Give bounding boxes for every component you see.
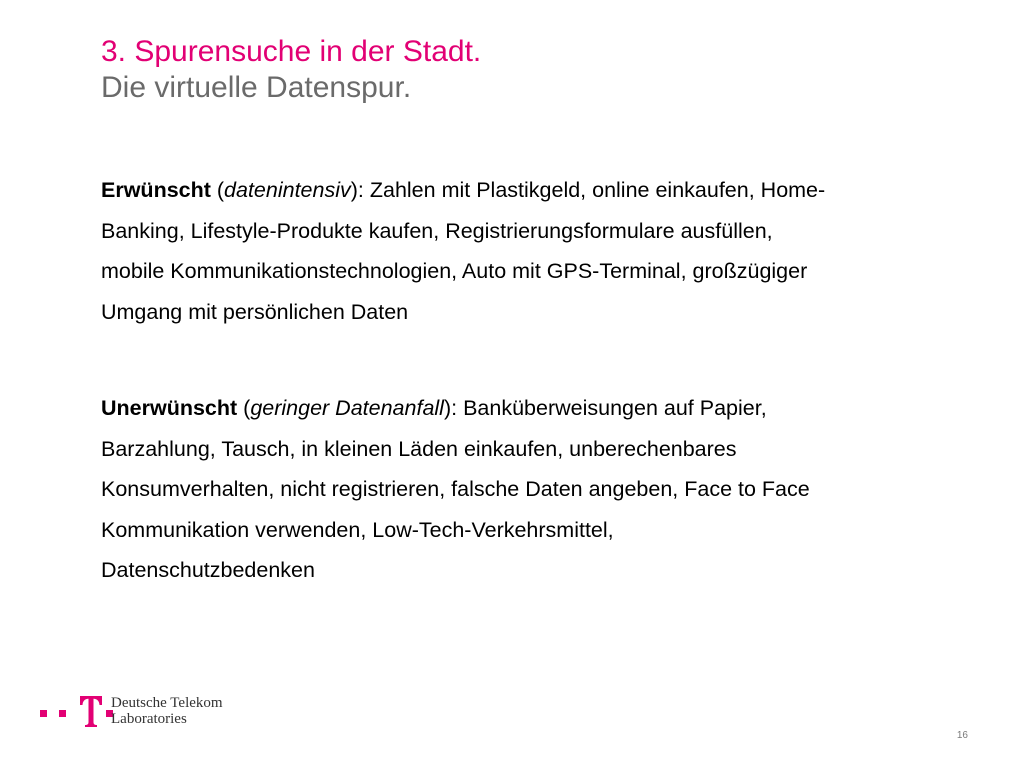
wanted-text-start: ): Zahlen mit Plastikgeld, online einkaufen, Home- — [350, 178, 826, 202]
label-wanted: Erwünscht — [101, 178, 211, 202]
paragraph-unwanted-line-4: Kommunikation verwenden, Low-Tech-Verkehrsmittel, — [101, 517, 614, 542]
paragraph-wanted-line-3: mobile Kommunikationstechnologien, Auto mit GPS-Terminal, großzügiger — [101, 259, 808, 283]
open-paren: ( — [210, 178, 225, 202]
paragraph-unwanted-line-5: Datenschutzbedenken — [101, 558, 315, 582]
logo-text — [111, 695, 223, 727]
page-number: 16 — [956, 730, 968, 741]
telekom-logo — [40, 694, 260, 734]
paragraph-wanted — [101, 170, 971, 332]
paragraph-unwanted-line-2: Barzahlung, Tausch, in kleinen Läden einkaufen, unberechenbares — [101, 436, 737, 461]
qualifier-wanted: datenintensiv — [224, 178, 351, 202]
slide-title — [101, 34, 961, 106]
unwanted-text-start: ): Banküberweisungen auf Papier, — [443, 396, 767, 420]
label-unwanted: Unerwünscht — [101, 396, 238, 420]
open-paren: ( — [237, 396, 251, 420]
paragraph-wanted-line-1 — [101, 170, 971, 211]
paragraph-unwanted — [101, 388, 971, 591]
logo-dot — [59, 710, 66, 717]
telekom-t-icon — [79, 694, 103, 728]
paragraph-unwanted-line-1 — [101, 388, 971, 429]
logo-text-line-1: Deutsche Telekom — [111, 695, 223, 711]
paragraph-wanted-line-4: Umgang mit persönlichen Daten — [101, 299, 409, 324]
qualifier-unwanted: geringer Datenanfall — [250, 396, 444, 420]
title-line-secondary: Die virtuelle Datenspur. — [101, 71, 412, 104]
title-line-primary: 3. Spurensuche in der Stadt. — [101, 35, 482, 68]
paragraph-wanted-line-2: Banking, Lifestyle-Produkte kaufen, Registrierungsformulare ausfüllen, — [101, 218, 773, 243]
logo-dot — [40, 710, 47, 717]
paragraph-unwanted-line-3: Konsumverhalten, nicht registrieren, falsche Daten angeben, Face to Face — [101, 477, 810, 501]
logo-text-line-2: Laboratories — [111, 711, 187, 727]
